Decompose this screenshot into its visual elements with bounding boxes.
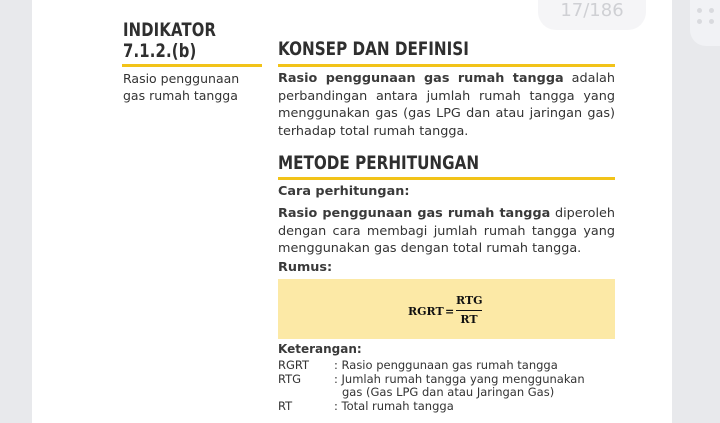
indikator-code: 7.1.2.(b) — [123, 40, 197, 62]
grid-dot-icon — [697, 8, 702, 13]
rumus-label: Rumus: — [278, 260, 333, 275]
formula-denominator: RT — [460, 313, 478, 326]
indikator-description: Rasio penggunaan gas rumah tangga — [123, 71, 240, 103]
fraction-bar — [456, 310, 482, 311]
konsep-heading-text: KONSEP DAN DEFINISI — [278, 38, 469, 60]
indikator-title-line1: INDIKATOR — [123, 19, 217, 41]
konsep-divider — [278, 64, 615, 67]
metode-term: Rasio penggunaan gas rumah tangga — [278, 206, 551, 221]
metode-heading — [278, 152, 529, 174]
konsep-heading — [278, 38, 517, 60]
konsep-definition — [278, 70, 615, 140]
keterangan-value: : Total rumah tangga — [334, 399, 454, 413]
metode-description — [278, 205, 615, 258]
keterangan-label: Keterangan: — [278, 342, 362, 356]
konsep-term: Rasio penggunaan gas rumah tangga — [278, 71, 564, 86]
keterangan-key: RGRT — [278, 358, 310, 372]
grid-dot-icon — [709, 8, 714, 13]
formula-fraction — [456, 293, 482, 328]
indikator-divider — [122, 64, 262, 67]
grid-menu-button[interactable] — [690, 0, 720, 46]
cara-label: Cara perhitungan: — [278, 184, 410, 199]
formula-equals: = — [445, 305, 455, 318]
metode-description-text: diperoleh dengan cara membagi jumlah rumah tangga yang menggunakan gas dengan total rumah tangga. — [278, 206, 615, 256]
formula-lhs: RGRT — [408, 305, 444, 318]
keterangan-key: RTG — [278, 372, 302, 386]
metode-heading-text: METODE PERHITUNGAN — [278, 152, 480, 174]
keterangan-value: : Rasio penggunaan gas rumah tangga — [334, 358, 558, 372]
grid-dot-icon — [697, 19, 702, 24]
metode-divider — [278, 177, 615, 180]
konsep-definition-text: adalah perbandingan antara jumlah rumah tangga yang menggunakan gas (gas LPG dan atau jaringan gas) terhadap total rumah tangga. — [278, 71, 615, 139]
keterangan-key: RT — [278, 399, 293, 413]
keterangan-value: gas (Gas LPG dan atau Jaringan Gas) — [342, 385, 555, 399]
keterangan-value: : Jumlah rumah tangga yang menggunakan — [334, 372, 585, 386]
formula-box — [278, 279, 615, 339]
formula-numerator: RTG — [456, 294, 483, 307]
indikator-title — [123, 20, 242, 62]
grid-dot-icon — [709, 19, 714, 24]
page-counter: 17/186 — [538, 0, 646, 30]
